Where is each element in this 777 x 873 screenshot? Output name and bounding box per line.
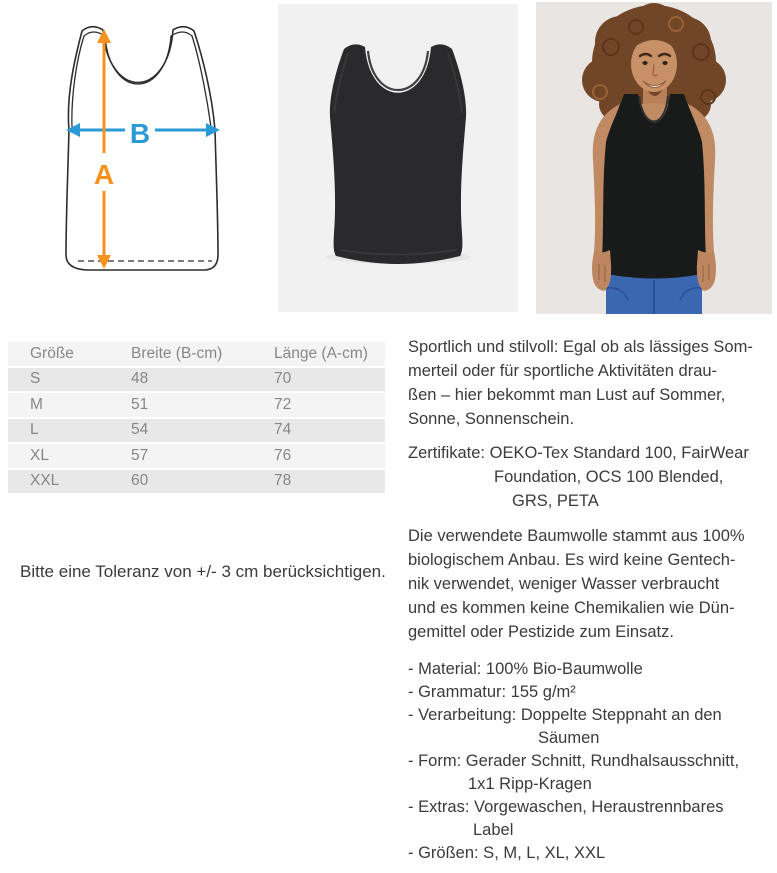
size-table-header-row — [8, 342, 385, 368]
breite-cell: 48 — [131, 370, 149, 388]
tolerance-note: Bitte eine Toleranz von +/- 3 cm berücksichtigen. — [20, 562, 386, 581]
column-header-groesse: Größe — [30, 344, 74, 362]
certificates-line: GRS, PETA — [512, 492, 599, 510]
cotton-line: gemittel oder Pestizide zum Einsatz. — [408, 623, 674, 641]
column-header-breite: Breite (B-cm) — [131, 344, 223, 362]
certificates-paragraph — [408, 441, 774, 513]
cotton-line: biologischem Anbau. Es wird keine Gentech- — [408, 551, 736, 569]
certificates-line: Foundation, OCS 100 Blended, — [494, 468, 724, 486]
breite-cell: 60 — [131, 472, 149, 490]
size-cell: XL — [30, 446, 49, 464]
column-header-laenge: Länge (A-cm) — [274, 344, 368, 362]
spec-extras: - Extras: Vorgewaschen, Heraustrennbares — [408, 798, 724, 816]
laenge-cell: 74 — [274, 421, 292, 439]
product-photo-svg — [278, 3, 518, 312]
model-photo[interactable] — [536, 2, 772, 314]
size-diagram-svg — [8, 3, 248, 313]
product-details — [408, 335, 774, 873]
table-row-xxl — [8, 470, 385, 496]
laenge-cell: 76 — [274, 446, 292, 464]
laenge-cell: 70 — [274, 370, 292, 388]
intro-line: Sonne, Sonnenschein. — [408, 410, 575, 428]
intro-line: merteil oder für sportliche Aktivitäten drau- — [408, 362, 718, 380]
breite-cell: 51 — [131, 395, 149, 413]
table-row-xl — [8, 444, 385, 470]
breite-cell: 54 — [131, 421, 149, 439]
size-cell: S — [30, 370, 41, 388]
laenge-cell: 72 — [274, 395, 292, 413]
cotton-line: nik verwendet, weniger Wasser verbraucht — [408, 575, 720, 593]
table-row-s — [8, 368, 385, 394]
spec-material: - Material: 100% Bio-Baumwolle — [408, 660, 643, 678]
width-label: B — [129, 118, 151, 149]
spec-form-cont: 1x1 Ripp-Kragen — [468, 775, 592, 793]
model-photo-svg — [536, 2, 772, 314]
specs-list — [408, 658, 774, 865]
size-diagram-image[interactable] — [8, 3, 248, 313]
cotton-paragraph — [408, 524, 774, 644]
cotton-line: und es kommen keine Chemikalien wie Dün- — [408, 599, 735, 617]
spec-verarbeitung-cont: Säumen — [538, 729, 600, 747]
table-row-m — [8, 393, 385, 419]
spec-grammatur: - Grammatur: 155 g/m² — [408, 683, 576, 701]
intro-paragraph — [408, 335, 774, 431]
table-row-l — [8, 419, 385, 445]
height-label: A — [93, 159, 115, 190]
intro-line: Sportlich und stilvoll: Egal ob als lässiges Som- — [408, 338, 753, 356]
size-cell: L — [30, 421, 39, 439]
certificates-line: Zertifikate: OEKO-Tex Standard 100, FairWear — [408, 444, 749, 462]
product-photo[interactable] — [278, 3, 518, 312]
size-cell: XXL — [30, 472, 60, 490]
breite-cell: 57 — [131, 446, 149, 464]
spec-form: - Form: Gerader Schnitt, Rundhalsausschnitt, — [408, 752, 740, 770]
spec-groessen: - Größen: S, M, L, XL, XXL — [408, 844, 606, 862]
size-table — [8, 342, 385, 495]
intro-line: ßen – hier bekommt man Lust auf Sommer, — [408, 386, 726, 404]
spec-extras-cont: Label — [473, 821, 514, 839]
spec-verarbeitung: - Verarbeitung: Doppelte Steppnaht an den — [408, 706, 722, 724]
size-cell: M — [30, 395, 43, 413]
laenge-cell: 78 — [274, 472, 292, 490]
cotton-line: Die verwendete Baumwolle stammt aus 100% — [408, 527, 745, 545]
